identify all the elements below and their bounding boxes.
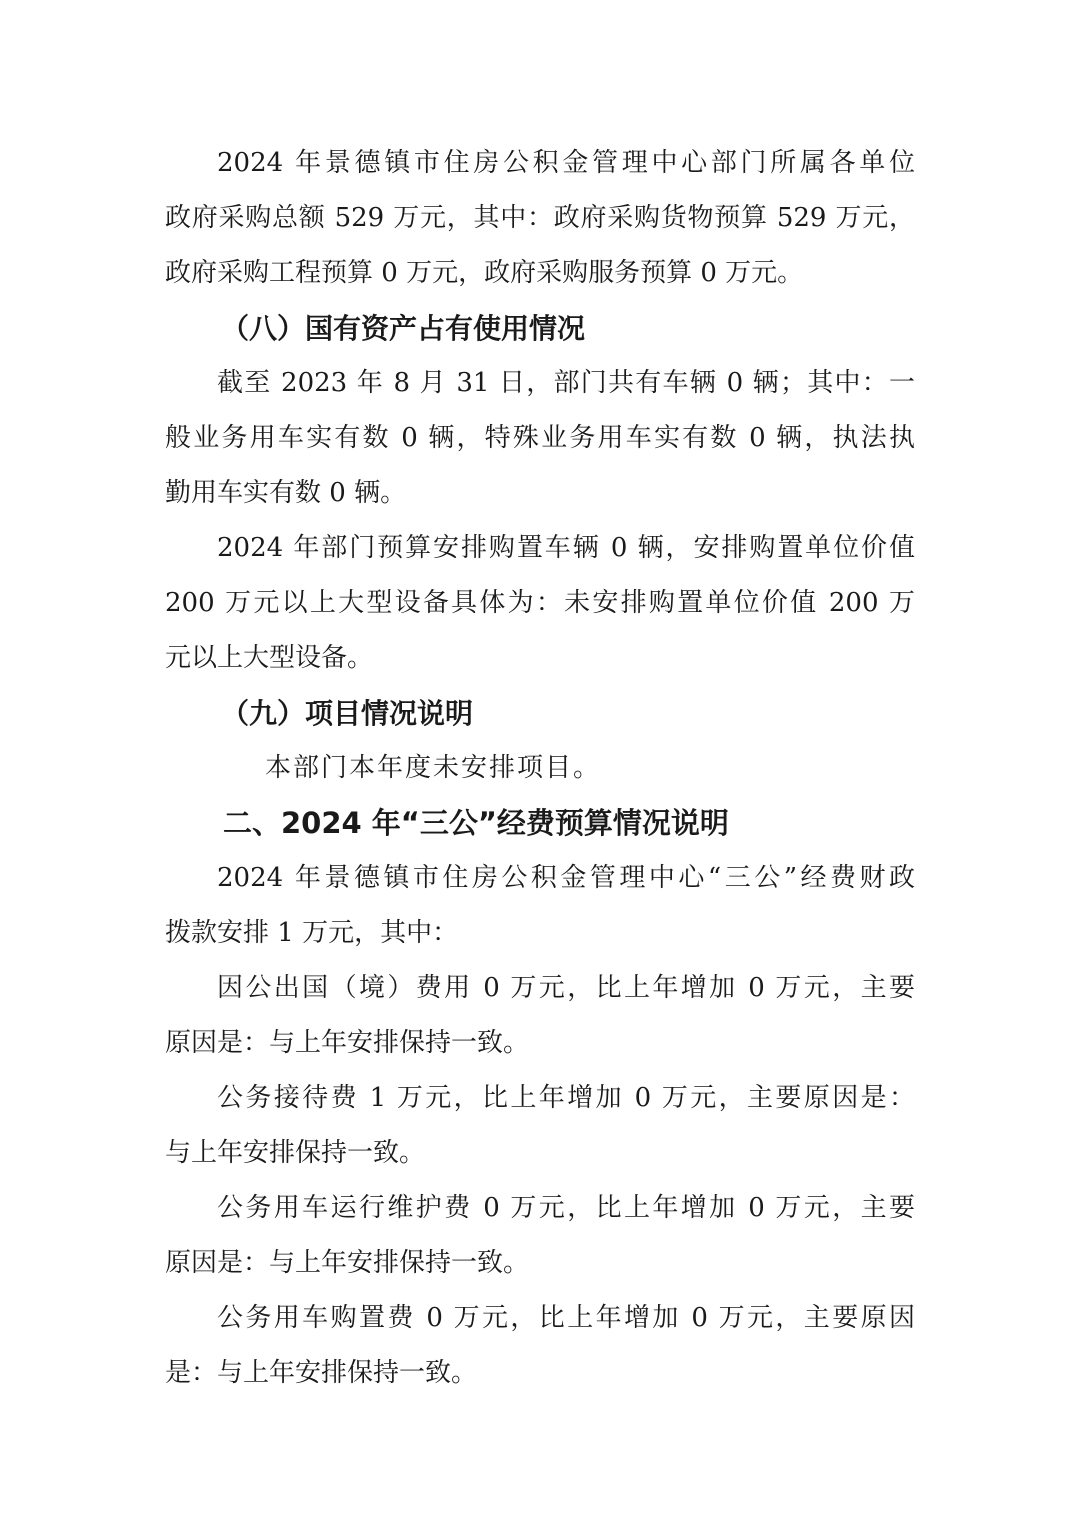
document-line: 公务接待费 1 万元，比上年增加 0 万元，主要原因是： xyxy=(217,1083,915,1113)
document-line: 因公出国（境）费用 0 万元，比上年增加 0 万元，主要 xyxy=(217,973,915,1003)
document-line: 政府采购工程预算 0 万元，政府采购服务预算 0 万元。 xyxy=(165,258,804,288)
document-line: 勤用车实有数 0 辆。 xyxy=(165,478,407,508)
section-heading-projects: （九）项目情况说明 xyxy=(221,697,474,730)
document-text-block xyxy=(165,136,915,1401)
document-line: 2024 年景德镇市住房公积金管理中心部门所属各单位 xyxy=(217,148,915,178)
document-line: 2024 年景德镇市住房公积金管理中心“三公”经费财政 xyxy=(217,863,915,893)
section-heading-three-public-funds: 二、2024 年“三公”经费预算情况说明 xyxy=(223,806,729,840)
document-line: 般业务用车实有数 0 辆，特殊业务用车实有数 0 辆，执法执 xyxy=(165,423,915,453)
document-line: 本部门本年度未安排项目。 xyxy=(265,753,602,783)
document-line: 政府采购总额 529 万元，其中：政府采购货物预算 529 万元， xyxy=(165,203,915,233)
document-line: 与上年安排保持一致。 xyxy=(165,1138,426,1168)
document-line: 200 万元以上大型设备具体为：未安排购置单位价值 200 万 xyxy=(165,588,915,618)
section-heading-state-assets: （八）国有资产占有使用情况 xyxy=(221,312,586,345)
document-line: 公务用车运行维护费 0 万元，比上年增加 0 万元，主要 xyxy=(217,1193,915,1223)
document-line: 拨款安排 1 万元，其中： xyxy=(165,918,459,948)
document-line: 元以上大型设备。 xyxy=(165,643,374,673)
document-line: 原因是：与上年安排保持一致。 xyxy=(165,1028,530,1058)
document-line: 原因是：与上年安排保持一致。 xyxy=(165,1248,530,1278)
document-line: 2024 年部门预算安排购置车辆 0 辆，安排购置单位价值 xyxy=(217,533,915,563)
document-line: 公务用车购置费 0 万元，比上年增加 0 万元，主要原因 xyxy=(217,1303,915,1333)
document-line: 截至 2023 年 8 月 31 日，部门共有车辆 0 辆；其中：一 xyxy=(217,368,915,398)
document-line: 是：与上年安排保持一致。 xyxy=(165,1358,478,1388)
